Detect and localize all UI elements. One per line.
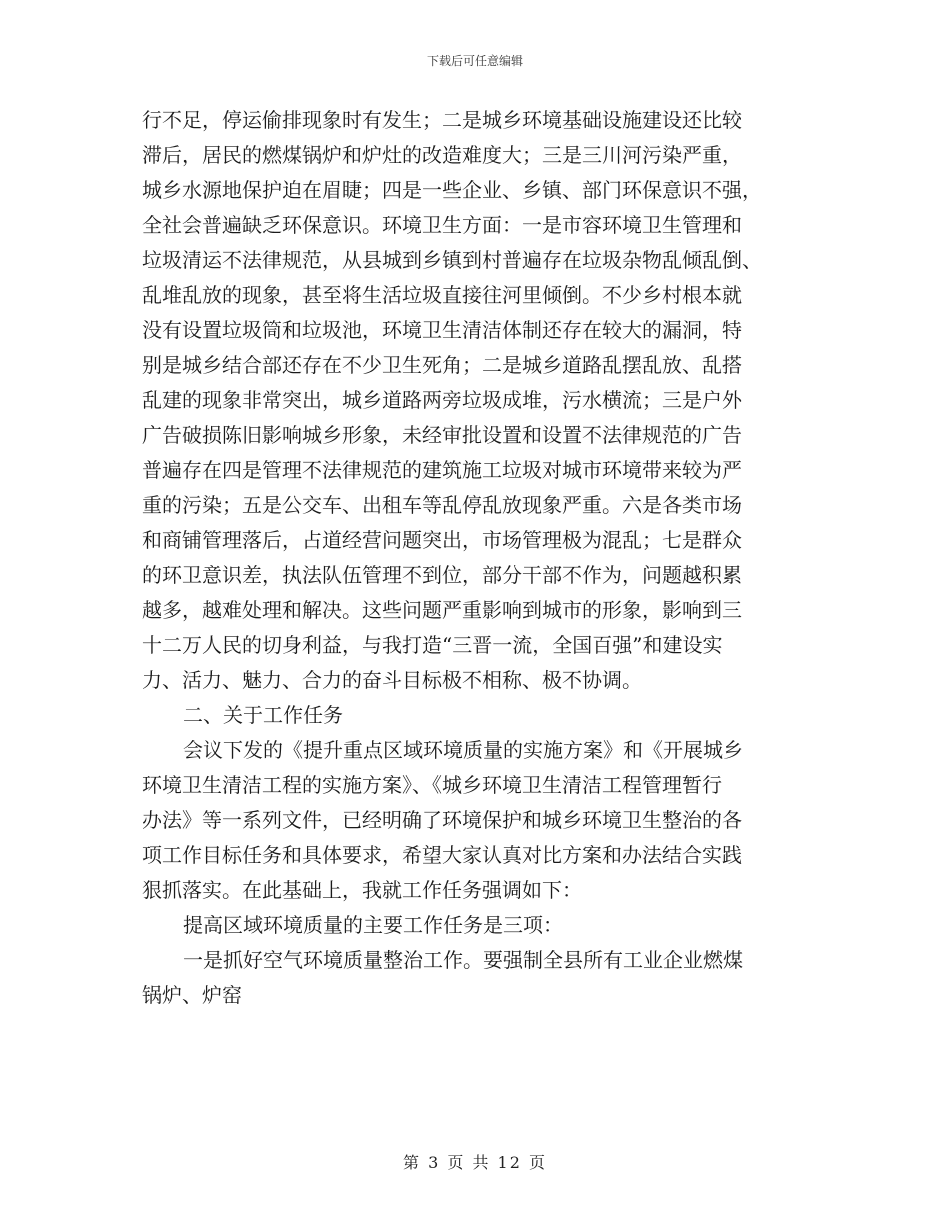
paragraph-line: 城乡水源地保护迫在眉睫；四是一些企业、乡镇、部门环保意识不强，: [142, 178, 762, 202]
paragraph-line: 别是城乡结合部还存在不少卫生死角；二是城乡道路乱摆乱放、乱搭: [142, 353, 742, 377]
paragraph-line: 越多，越难处理和解决。这些问题严重影响到城市的形象，影响到三: [142, 598, 742, 622]
paragraph-line: 和商铺管理落后，占道经营问题突出，市场管理极为混乱；七是群众: [142, 528, 742, 552]
paragraph-line: 会议下发的《提升重点区域环境质量的实施方案》和《开展城乡: [183, 738, 743, 762]
paragraph-line: 提高区域环境质量的主要工作任务是三项：: [183, 913, 563, 937]
paragraph-line: 普遍存在四是管理不法律规范的建筑施工垃圾对城市环境带来较为严: [142, 458, 742, 482]
paragraph-line: 滞后，居民的燃煤锅炉和炉灶的改造难度大；三是三川河污染严重，: [142, 143, 742, 167]
paragraph-line: 力、活力、魅力、合力的奋斗目标极不相称、极不协调。: [142, 668, 642, 692]
paragraph-line: 重的污染；五是公交车、出租车等乱停乱放现象严重。六是各类市场: [142, 493, 742, 517]
paragraph-line: 广告破损陈旧影响城乡形象，未经审批设置和设置不法律规范的广告: [142, 423, 742, 447]
page-footer: 第 3 页 共 12 页: [403, 1153, 547, 1172]
page-header: 下载后可任意编辑: [426, 54, 523, 68]
paragraph-line: 锅炉、炉窑: [142, 983, 242, 1007]
document-body: [142, 103, 812, 1013]
paragraph-line: 一是抓好空气环境质量整治工作。要强制全县所有工业企业燃煤: [183, 948, 743, 972]
paragraph-line: 行不足，停运偷排现象时有发生；二是城乡环境基础设施建设还比较: [142, 108, 742, 132]
paragraph-line: 办法》等一系列文件，已经明确了环境保护和城乡环境卫生整治的各: [142, 808, 742, 832]
paragraph-line: 全社会普遍缺乏环保意识。环境卫生方面：一是市容环境卫生管理和: [142, 213, 742, 237]
paragraph-line: 没有设置垃圾筒和垃圾池，环境卫生清洁体制还存在较大的漏洞，特: [142, 318, 742, 342]
paragraph-line: 十二万人民的切身利益，与我打造“三晋一流，全国百强”和建设实: [142, 633, 723, 657]
paragraph-line: 项工作目标任务和具体要求，希望大家认真对比方案和办法结合实践: [142, 843, 742, 867]
paragraph-line: 的环卫意识差，执法队伍管理不到位，部分干部不作为，问题越积累: [142, 563, 742, 587]
paragraph-line: 垃圾清运不法律规范，从县城到乡镇到村普遍存在垃圾杂物乱倾乱倒、: [142, 248, 762, 272]
paragraph-line: 环境卫生清洁工程的实施方案》、《城乡环境卫生清洁工程管理暂行: [142, 773, 722, 797]
paragraph-line: 乱堆乱放的现象，甚至将生活垃圾直接往河里倾倒。不少乡村根本就: [142, 283, 742, 307]
paragraph-line: 狠抓落实。在此基础上，我就工作任务强调如下：: [142, 878, 582, 902]
paragraph-line: 乱建的现象非常突出，城乡道路两旁垃圾成堆，污水横流；三是户外: [142, 388, 742, 412]
section-heading: 二、关于工作任务: [183, 703, 343, 727]
